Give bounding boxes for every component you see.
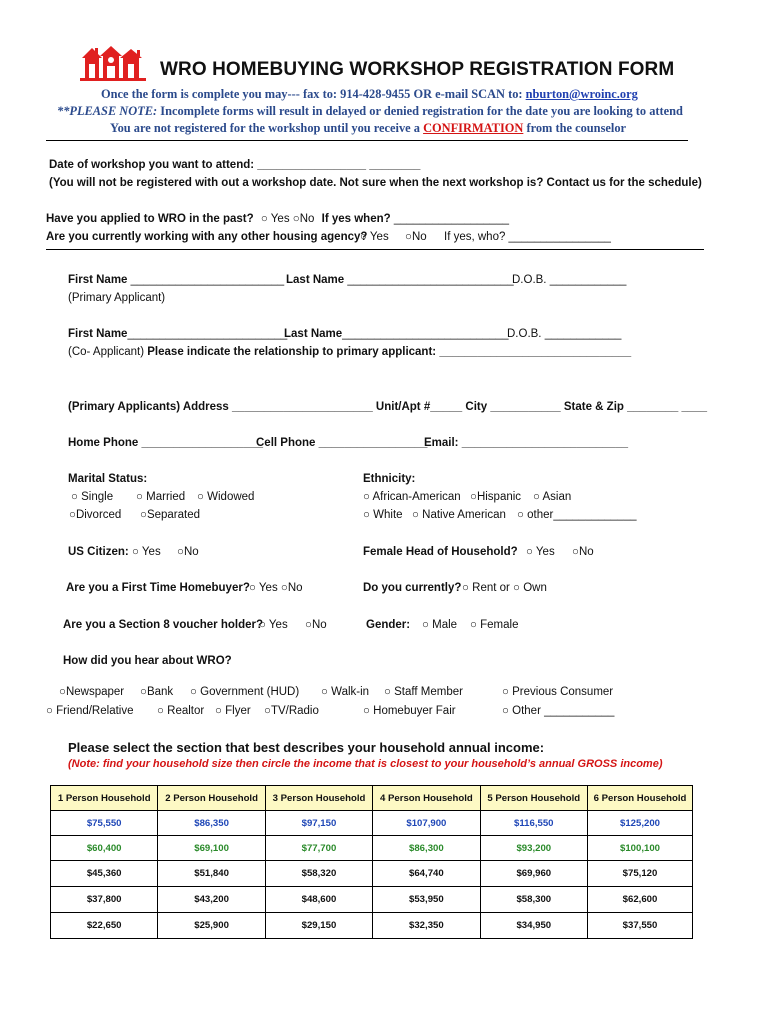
ethnicity-native-radio[interactable]: ○ Native American — [412, 509, 506, 521]
referral-friend-radio[interactable]: ○ Friend/Relative — [46, 705, 134, 717]
primary-last-row — [286, 274, 514, 286]
marital-single-radio[interactable]: ○ Single — [71, 491, 114, 503]
primary-last-label: Last Name — [286, 274, 345, 286]
income-cell[interactable]: $86,300 — [373, 836, 480, 861]
income-cell[interactable]: $77,700 — [265, 836, 372, 861]
income-row — [51, 811, 693, 836]
income-row — [51, 913, 693, 939]
agency-row — [46, 231, 367, 243]
coapp-last-row — [284, 328, 508, 340]
income-cell[interactable]: $58,320 — [265, 861, 372, 887]
income-table — [50, 785, 693, 939]
primary-first-label: First Name — [68, 274, 128, 286]
female-head-no-radio[interactable]: ○No — [572, 546, 594, 558]
income-header-6: 6 Person Household — [588, 786, 693, 811]
agency-question: Are you currently working with any other housing agency? — [46, 231, 368, 243]
income-cell[interactable]: $86,350 — [158, 811, 265, 836]
coapp-first-field[interactable]: _________________________ — [127, 328, 288, 340]
referral-tv-radio[interactable]: ○TV/Radio — [264, 705, 319, 717]
income-row — [51, 887, 693, 913]
ethnicity-hispanic-radio[interactable]: ○Hispanic — [470, 491, 522, 503]
ethnicity-other-field[interactable]: ○ other_____________ — [517, 509, 637, 521]
gender-male-radio[interactable]: ○ Male — [422, 619, 458, 631]
income-cell[interactable]: $53,950 — [373, 887, 480, 913]
referral-newspaper-radio[interactable]: ○Newspaper — [59, 686, 125, 698]
agency-who-field[interactable]: If yes, who? ________________ — [444, 231, 611, 243]
referral-government-radio[interactable]: ○ Government (HUD) — [190, 686, 300, 698]
currently-options[interactable]: ○ Rent or ○ Own — [462, 582, 547, 594]
ethnicity-label: Ethnicity: — [363, 473, 416, 485]
income-note: (Note: find your household size then circle the income that is closest to your household’s annual GROSS income) — [68, 758, 663, 770]
section8-no-radio[interactable]: ○No — [305, 619, 327, 631]
ethnicity-white-radio[interactable]: ○ White — [363, 509, 403, 521]
coapp-first-label: First Name — [68, 328, 128, 340]
primary-last-field[interactable]: __________________________ — [347, 274, 514, 286]
income-heading: Please select the section that best describes your household annual income: — [68, 740, 545, 755]
income-header-3: 3 Person Household — [265, 786, 372, 811]
us-citizen-no-radio[interactable]: ○No — [177, 546, 199, 558]
first-time-label: Are you a First Time Homebuyer? — [66, 582, 250, 594]
applied-past-options[interactable]: ○ Yes ○No — [260, 213, 315, 225]
currently-label: Do you currently? — [363, 582, 462, 594]
female-head-label: Female Head of Household? — [363, 546, 518, 558]
cell-phone-field[interactable]: Cell Phone _________________ — [256, 437, 428, 449]
income-cell[interactable]: $37,550 — [588, 913, 693, 939]
referral-flyer-radio[interactable]: ○ Flyer — [215, 705, 251, 717]
income-row — [51, 861, 693, 887]
referral-fair-radio[interactable]: ○ Homebuyer Fair — [363, 705, 456, 717]
applied-when-field[interactable]: __________________ — [393, 213, 509, 225]
coapp-last-field[interactable]: __________________________ — [342, 328, 509, 340]
income-header-5: 5 Person Household — [480, 786, 587, 811]
female-head-yes-radio[interactable]: ○ Yes — [526, 546, 555, 558]
income-cell[interactable]: $69,100 — [158, 836, 265, 861]
primary-applicant-label: (Primary Applicant) — [68, 292, 166, 304]
referral-question: How did you hear about WRO? — [63, 655, 232, 667]
income-cell[interactable]: $22,650 — [51, 913, 158, 939]
coapp-last-label: Last Name — [284, 328, 343, 340]
agency-yes-radio[interactable]: ○ Yes — [360, 231, 389, 243]
ethnicity-african-radio[interactable]: ○ African-American — [363, 491, 461, 503]
marital-status-label: Marital Status: — [68, 473, 148, 485]
applied-when-question: If yes when? — [321, 213, 391, 225]
email-link[interactable]: nburton@wroinc.org — [525, 87, 638, 101]
section8-label: Are you a Section 8 voucher holder? — [63, 619, 264, 631]
referral-realtor-radio[interactable]: ○ Realtor — [157, 705, 205, 717]
income-cell[interactable]: $100,100 — [588, 836, 693, 861]
please-note: **PLEASE NOTE: Incomplete forms will result in delayed or denied registration for the date you are looking to attend — [57, 104, 683, 118]
income-cell[interactable]: $29,150 — [265, 913, 372, 939]
coapp-label: (Co- Applicant) — [68, 346, 145, 358]
applied-past-question: Have you applied to WRO in the past? — [46, 213, 254, 225]
income-cell[interactable]: $51,840 — [158, 861, 265, 887]
coapp-dob-field[interactable]: D.O.B. ____________ — [507, 328, 622, 340]
income-cell[interactable]: $43,200 — [158, 887, 265, 913]
workshop-date-field[interactable]: Date of workshop you want to attend: _________________ ________ — [49, 159, 421, 171]
income-cell[interactable]: $64,740 — [373, 861, 480, 887]
marital-married-radio[interactable]: ○ Married — [136, 491, 186, 503]
marital-widowed-radio[interactable]: ○ Widowed — [197, 491, 255, 503]
header-divider — [46, 140, 688, 141]
referral-other-field[interactable]: ○ Other ___________ — [502, 705, 615, 717]
income-cell[interactable]: $58,300 — [480, 887, 587, 913]
first-time-options[interactable]: ○ Yes ○No — [249, 582, 303, 594]
referral-previous-radio[interactable]: ○ Previous Consumer — [502, 686, 614, 698]
referral-staff-radio[interactable]: ○ Staff Member — [384, 686, 463, 698]
income-row — [51, 836, 693, 861]
coapp-relationship-field[interactable]: Please indicate the relationship to primary applicant: ______________________________ — [147, 346, 632, 358]
income-cell[interactable]: $32,350 — [373, 913, 480, 939]
income-header-1: 1 Person Household — [51, 786, 158, 811]
income-cell[interactable]: $116,550 — [480, 811, 587, 836]
confirmation-word: CONFIRMATION — [423, 121, 524, 135]
income-cell[interactable]: $93,200 — [480, 836, 587, 861]
fax-instructions: Once the form is complete you may--- fax to: 914-428-9455 OR e-mail SCAN to: nburton@wroinc.org — [101, 87, 638, 101]
primary-dob-field[interactable]: D.O.B. ____________ — [512, 274, 627, 286]
wro-logo — [80, 44, 148, 85]
confirmation-note: You are not registered for the workshop until you receive a CONFIRMATION from the counselor — [110, 121, 627, 135]
income-cell[interactable]: $75,120 — [588, 861, 693, 887]
us-citizen-label: US Citizen: — [68, 546, 129, 558]
income-cell[interactable]: $48,600 — [265, 887, 372, 913]
income-cell[interactable]: $69,960 — [480, 861, 587, 887]
income-cell[interactable]: $37,800 — [51, 887, 158, 913]
marital-separated-radio[interactable]: ○Separated — [140, 509, 201, 521]
coapp-relationship-row — [68, 346, 631, 358]
income-cell[interactable]: $34,950 — [480, 913, 587, 939]
section8-yes-radio[interactable]: ○ Yes — [259, 619, 288, 631]
income-cell[interactable]: $25,900 — [158, 913, 265, 939]
address-field[interactable]: (Primary Applicants) Address ______________________ Unit/Apt #_____ City ___________ State & Zip ________ ____ — [68, 401, 708, 413]
section-divider — [46, 249, 704, 250]
income-cell[interactable]: $60,400 — [51, 836, 158, 861]
referral-walkin-radio[interactable]: ○ Walk-in — [321, 686, 370, 698]
primary-name-row — [68, 274, 284, 286]
applied-past-row — [46, 213, 509, 225]
gender-label: Gender: — [366, 619, 411, 631]
gender-female-radio[interactable]: ○ Female — [470, 619, 519, 631]
referral-bank-radio[interactable]: ○Bank — [140, 686, 174, 698]
income-header-2: 2 Person Household — [158, 786, 265, 811]
income-cell[interactable]: $45,360 — [51, 861, 158, 887]
coapp-first-row — [68, 328, 287, 340]
marital-divorced-radio[interactable]: ○Divorced — [69, 509, 122, 521]
income-cell[interactable]: $62,600 — [588, 887, 693, 913]
agency-no-radio[interactable]: ○No — [405, 231, 427, 243]
income-cell[interactable]: $75,550 — [51, 811, 158, 836]
income-cell[interactable]: $107,900 — [373, 811, 480, 836]
ethnicity-asian-radio[interactable]: ○ Asian — [533, 491, 572, 503]
form-title: WRO HOMEBUYING WORKSHOP REGISTRATION FORM — [160, 59, 675, 80]
home-phone-field[interactable]: Home Phone ___________________ — [68, 437, 264, 449]
us-citizen-yes-radio[interactable]: ○ Yes — [132, 546, 161, 558]
primary-first-field[interactable]: ________________________ — [130, 274, 285, 286]
income-cell[interactable]: $125,200 — [588, 811, 693, 836]
email-field[interactable]: Email: __________________________ — [424, 437, 628, 449]
income-header-4: 4 Person Household — [373, 786, 480, 811]
workshop-date-note: (You will not be registered with out a workshop date. Not sure when the next workshop is? Contact us for the schedule) — [49, 177, 702, 189]
income-cell[interactable]: $97,150 — [265, 811, 372, 836]
